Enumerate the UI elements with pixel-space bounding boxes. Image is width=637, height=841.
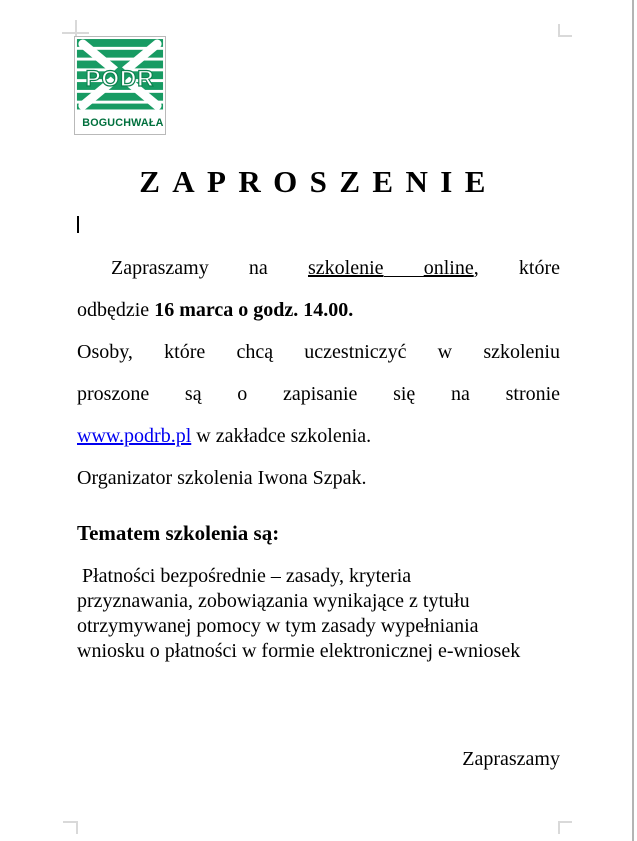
word: stronie	[505, 383, 561, 405]
word: się	[393, 383, 416, 405]
paragraph-signup[interactable]	[77, 331, 560, 457]
text-boundary-mark-bottom-right	[558, 821, 560, 834]
paragraph-intro[interactable]	[77, 247, 560, 331]
closing-text: Zapraszamy	[462, 748, 560, 770]
word: w	[437, 341, 453, 363]
text-cursor	[77, 216, 79, 233]
topic-heading: Tematem szkolenia są:	[77, 521, 280, 545]
word: które	[164, 341, 206, 363]
text-line	[77, 457, 560, 499]
word: proszone	[77, 383, 150, 405]
text-line	[77, 331, 560, 373]
text-boundary-mark-bottom-left	[76, 821, 78, 834]
text-boundary-mark-top-right	[558, 24, 560, 37]
podr-boguchwala-logo[interactable]	[74, 36, 166, 135]
document-title: ZAPROSZENIE	[139, 164, 498, 199]
text-line	[77, 373, 560, 415]
word: o	[237, 383, 248, 405]
text-boundary-mark-bottom-right	[558, 821, 572, 823]
word: 16 marca o godz. 14.00.	[154, 299, 354, 321]
word: w zakładce szkolenia.	[191, 425, 372, 447]
text-line	[77, 289, 560, 331]
word: szkolenie	[308, 257, 384, 279]
word: online	[423, 257, 474, 279]
word: Osoby,	[77, 341, 133, 363]
topic-line: wniosku o płatności w formie elektronicznej e-wniosek	[77, 640, 521, 662]
paragraph-organizer[interactable]	[77, 457, 560, 499]
word: na	[248, 257, 268, 279]
word: Zapraszamy	[111, 257, 209, 279]
text-line	[77, 415, 560, 457]
text-boundary-mark-top-right	[558, 35, 572, 37]
page-edge	[632, 0, 634, 841]
word: odbędzie	[77, 299, 155, 321]
word: na	[451, 383, 470, 405]
svg-text:BOGUCHWAŁA: BOGUCHWAŁA	[82, 117, 164, 130]
text-line: Zapraszamy na szkolenie online, które	[77, 247, 560, 289]
word: uczestniczyć	[304, 341, 407, 363]
word: które	[518, 257, 560, 279]
topic-line: przyznawania, zobowiązania wynikające z tytułu	[77, 590, 470, 612]
svg-text:PODR: PODR	[85, 65, 155, 91]
topic-list	[77, 564, 567, 664]
podrb-hyperlink[interactable]: www.podrb.pl	[77, 425, 192, 447]
podr-logo-image	[75, 37, 165, 134]
topic-line: Płatności bezpośrednie – zasady, kryteria	[77, 565, 412, 587]
topic-line: otrzymywanej pomocy w tym zasady wypełniania	[77, 615, 479, 637]
word: Organizator szkolenia Iwona Szpak.	[77, 467, 367, 489]
word: są	[184, 383, 202, 405]
word: zapisanie	[282, 383, 358, 405]
word: chcą	[236, 341, 274, 363]
word: szkoleniu	[483, 341, 560, 363]
